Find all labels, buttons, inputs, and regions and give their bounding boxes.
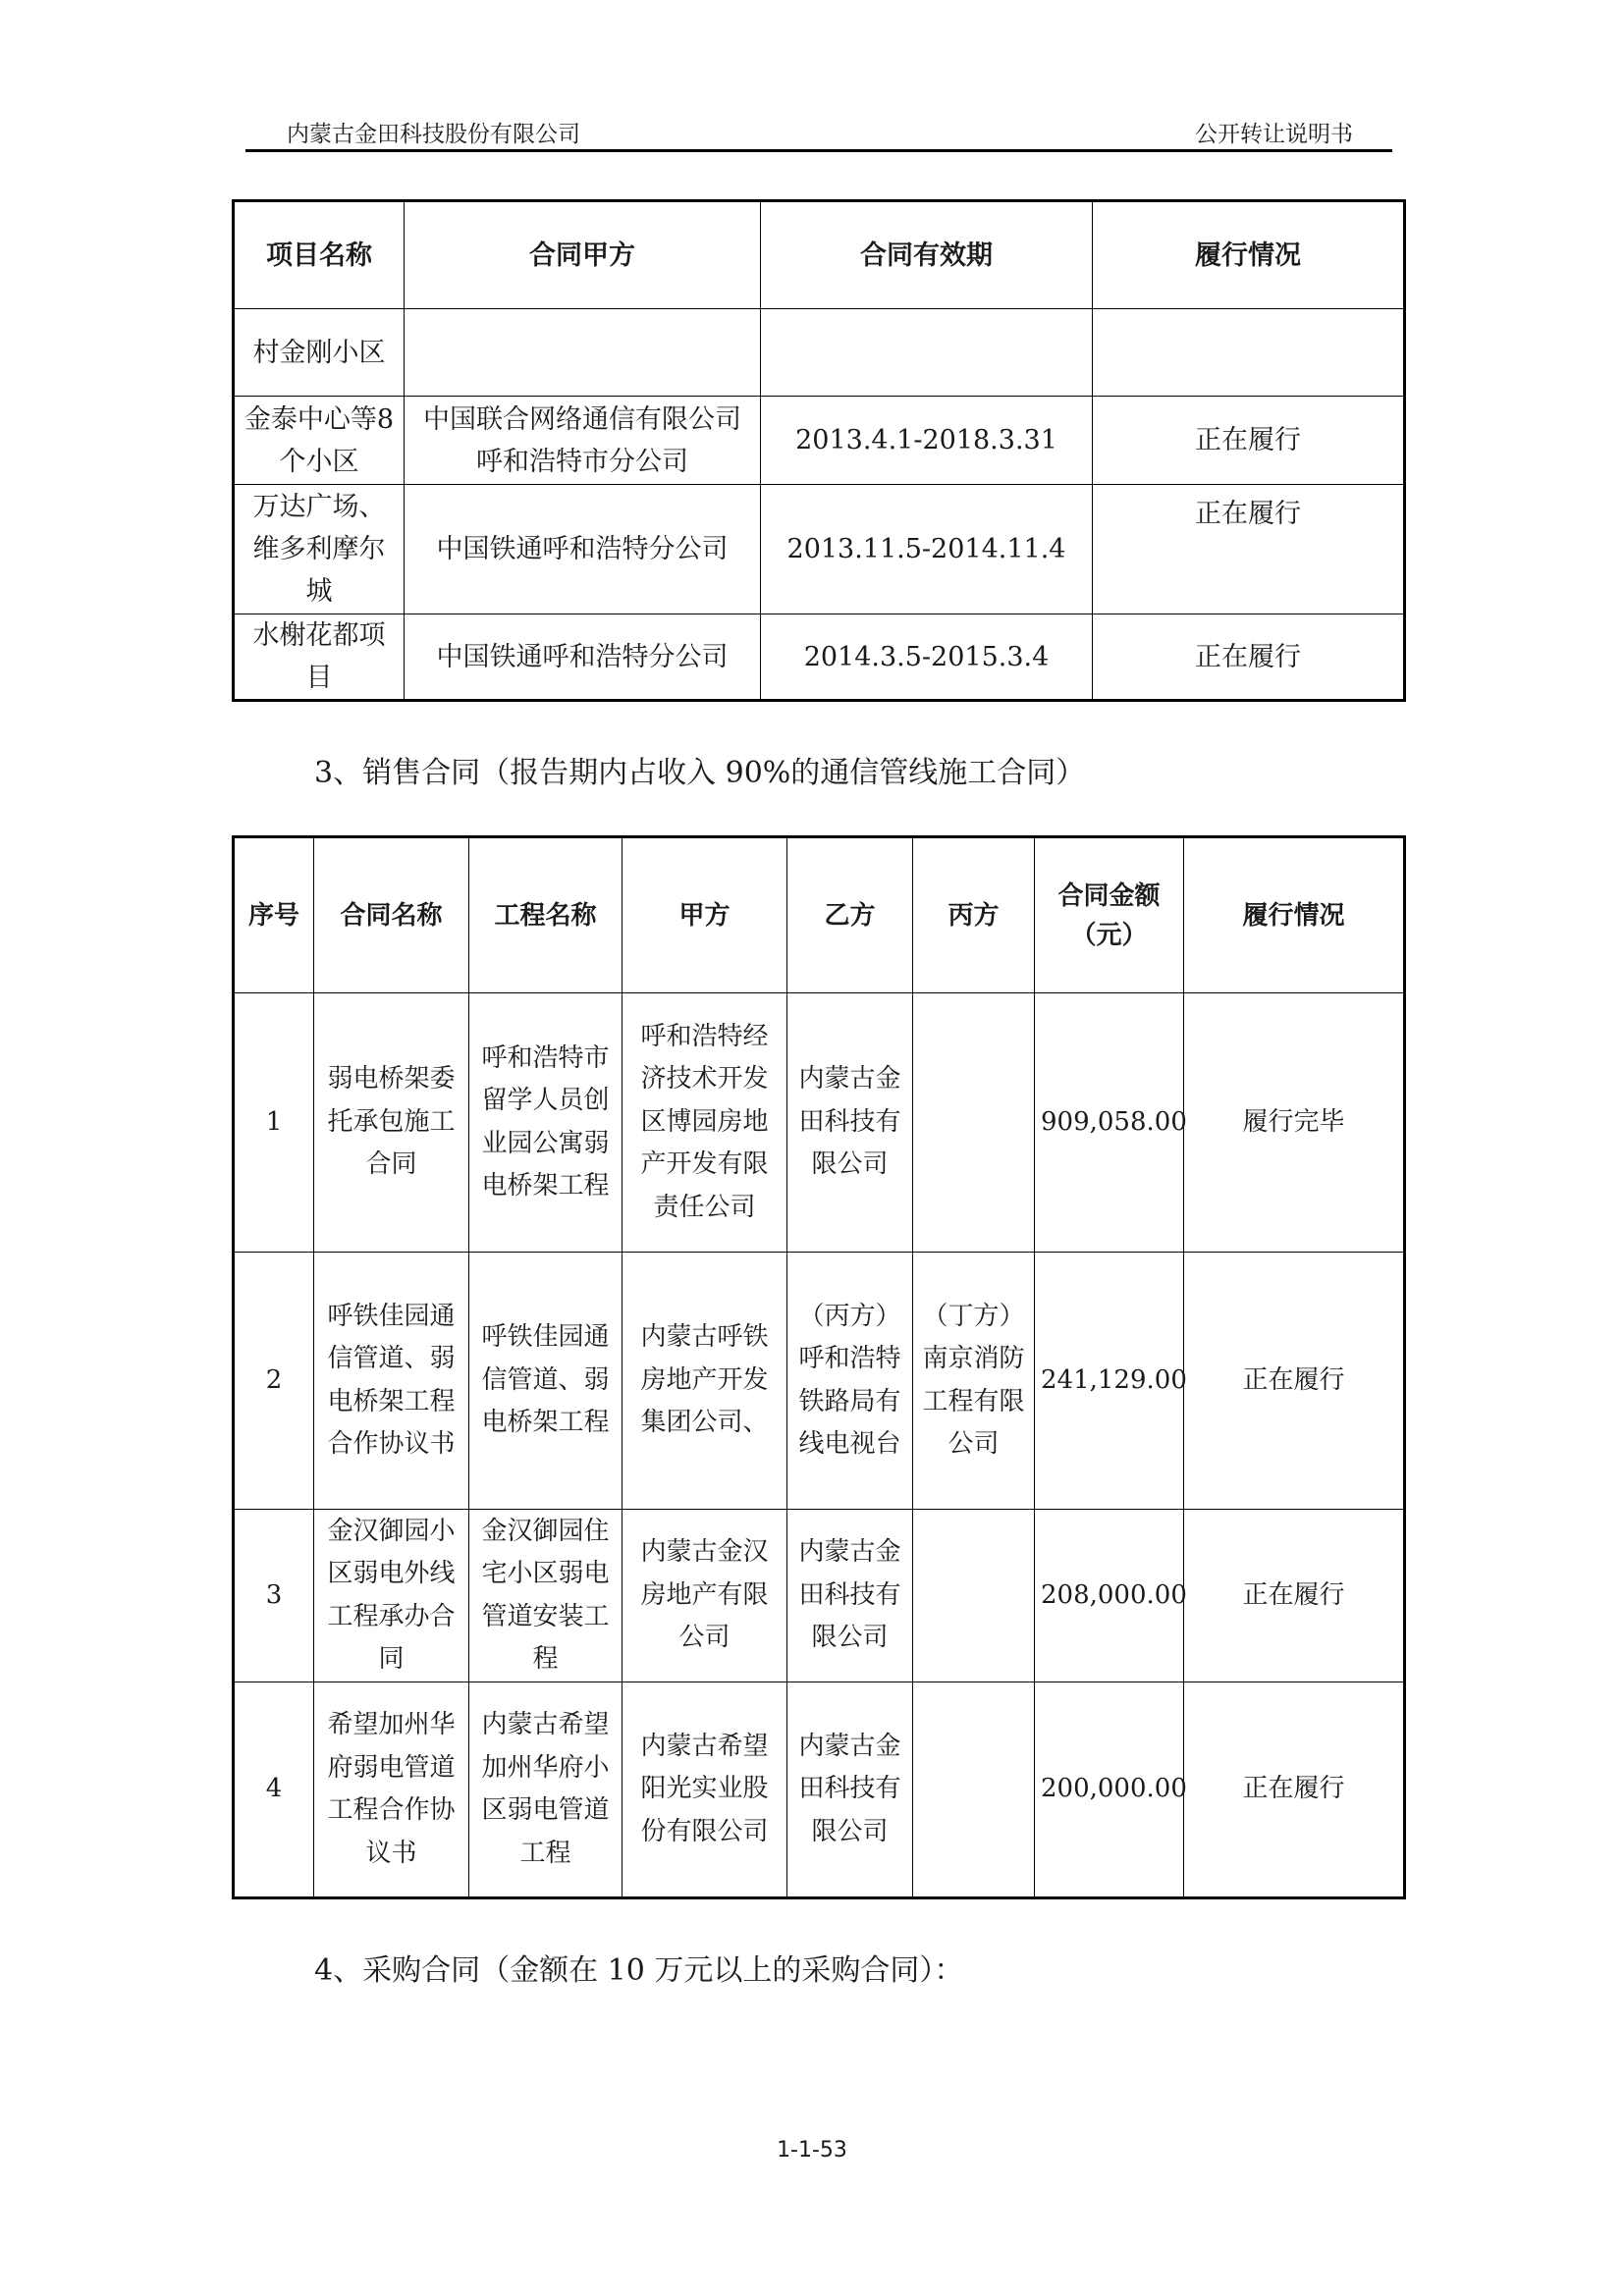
table-header-row	[234, 837, 1405, 993]
amount-cell: 909,058.00	[1035, 993, 1184, 1253]
table-row	[234, 993, 1405, 1253]
project-name-cell: 万达广场、维多利摩尔城	[234, 485, 405, 614]
party-a-cell: 中国铁通呼和浩特分公司	[405, 614, 761, 701]
project-name-cell: 村金刚小区	[234, 309, 405, 397]
table-row	[234, 397, 1405, 485]
contract-name-cell: 金汉御园小区弱电外线工程承办合同	[314, 1510, 469, 1682]
status-cell: 正在履行	[1093, 485, 1405, 614]
party-a-cell: 中国铁通呼和浩特分公司	[405, 485, 761, 614]
amount-cell: 200,000.00	[1035, 1682, 1184, 1898]
table-header-row	[234, 201, 1405, 309]
status-cell	[1093, 309, 1405, 397]
status-cell: 正在履行	[1184, 1253, 1405, 1510]
row-number-cell: 4	[234, 1682, 314, 1898]
column-header: 序号	[234, 837, 314, 993]
header-company-name: 内蒙古金田科技股份有限公司	[287, 122, 580, 147]
section-heading-purchase-contracts: 4、采购合同（金额在 10 万元以上的采购合同）：	[314, 1953, 964, 1988]
party-b-cell: 内蒙古金田科技有限公司	[787, 993, 913, 1253]
project-name-cell: 呼和浩特市留学人员创业园公寓弱电桥架工程	[469, 993, 623, 1253]
project-name-cell: 内蒙古希望加州华府小区弱电管道工程	[469, 1682, 623, 1898]
column-header: 甲方	[623, 837, 787, 993]
party-b-cell: 内蒙古金田科技有限公司	[787, 1682, 913, 1898]
party-b-cell: （丙方）呼和浩特铁路局有线电视台	[787, 1253, 913, 1510]
table-row	[234, 1682, 1405, 1898]
status-cell: 正在履行	[1184, 1682, 1405, 1898]
project-name-cell: 金泰中心等8个小区	[234, 397, 405, 485]
row-number-cell: 1	[234, 993, 314, 1253]
section-heading-sales-contracts: 3、销售合同（报告期内占收入 90%的通信管线施工合同）	[314, 756, 1086, 790]
status-cell: 正在履行	[1184, 1510, 1405, 1682]
contract-name-cell: 希望加州华府弱电管道工程合作协议书	[314, 1682, 469, 1898]
table-row	[234, 1510, 1405, 1682]
party-c-cell	[913, 993, 1035, 1253]
project-name-cell: 金汉御园住宅小区弱电管道安装工程	[469, 1510, 623, 1682]
page-number: 1-1-53	[777, 2138, 847, 2163]
ongoing-contracts-table	[232, 199, 1406, 702]
sales-contracts-table	[232, 835, 1406, 1899]
header-divider	[245, 149, 1392, 152]
status-cell: 正在履行	[1093, 614, 1405, 701]
party-a-cell: 中国联合网络通信有限公司呼和浩特市分公司	[405, 397, 761, 485]
period-cell: 2013.4.1-2018.3.31	[761, 397, 1093, 485]
party-c-cell: （丁方）南京消防工程有限公司	[913, 1253, 1035, 1510]
column-header: 乙方	[787, 837, 913, 993]
period-cell: 2013.11.5-2014.11.4	[761, 485, 1093, 614]
header-document-title: 公开转让说明书	[1195, 122, 1353, 147]
column-header: 履行情况	[1184, 837, 1405, 993]
party-a-cell: 内蒙古希望阳光实业股份有限公司	[623, 1682, 787, 1898]
column-header: 履行情况	[1093, 201, 1405, 309]
party-c-cell	[913, 1510, 1035, 1682]
row-number-cell: 3	[234, 1510, 314, 1682]
table-row	[234, 485, 1405, 614]
project-name-cell: 呼铁佳园通信管道、弱电桥架工程	[469, 1253, 623, 1510]
table-row	[234, 614, 1405, 701]
table-row	[234, 309, 1405, 397]
project-name-cell: 水榭花都项目	[234, 614, 405, 701]
status-cell: 履行完毕	[1184, 993, 1405, 1253]
column-header: 丙方	[913, 837, 1035, 993]
party-c-cell	[913, 1682, 1035, 1898]
table-row	[234, 1253, 1405, 1510]
column-header: 合同有效期	[761, 201, 1093, 309]
column-header: 项目名称	[234, 201, 405, 309]
amount-cell: 241,129.00	[1035, 1253, 1184, 1510]
column-header: 合同金额（元）	[1035, 837, 1184, 993]
party-a-cell: 内蒙古呼铁房地产开发集团公司、	[623, 1253, 787, 1510]
column-header: 合同甲方	[405, 201, 761, 309]
column-header: 合同名称	[314, 837, 469, 993]
party-a-cell: 内蒙古金汉房地产有限公司	[623, 1510, 787, 1682]
column-header: 工程名称	[469, 837, 623, 993]
period-cell	[761, 309, 1093, 397]
contract-name-cell: 呼铁佳园通信管道、弱电桥架工程合作协议书	[314, 1253, 469, 1510]
row-number-cell: 2	[234, 1253, 314, 1510]
party-a-cell: 呼和浩特经济技术开发区博园房地产开发有限责任公司	[623, 993, 787, 1253]
period-cell: 2014.3.5-2015.3.4	[761, 614, 1093, 701]
contract-name-cell: 弱电桥架委托承包施工合同	[314, 993, 469, 1253]
amount-cell: 208,000.00	[1035, 1510, 1184, 1682]
party-a-cell	[405, 309, 761, 397]
status-cell: 正在履行	[1093, 397, 1405, 485]
party-b-cell: 内蒙古金田科技有限公司	[787, 1510, 913, 1682]
